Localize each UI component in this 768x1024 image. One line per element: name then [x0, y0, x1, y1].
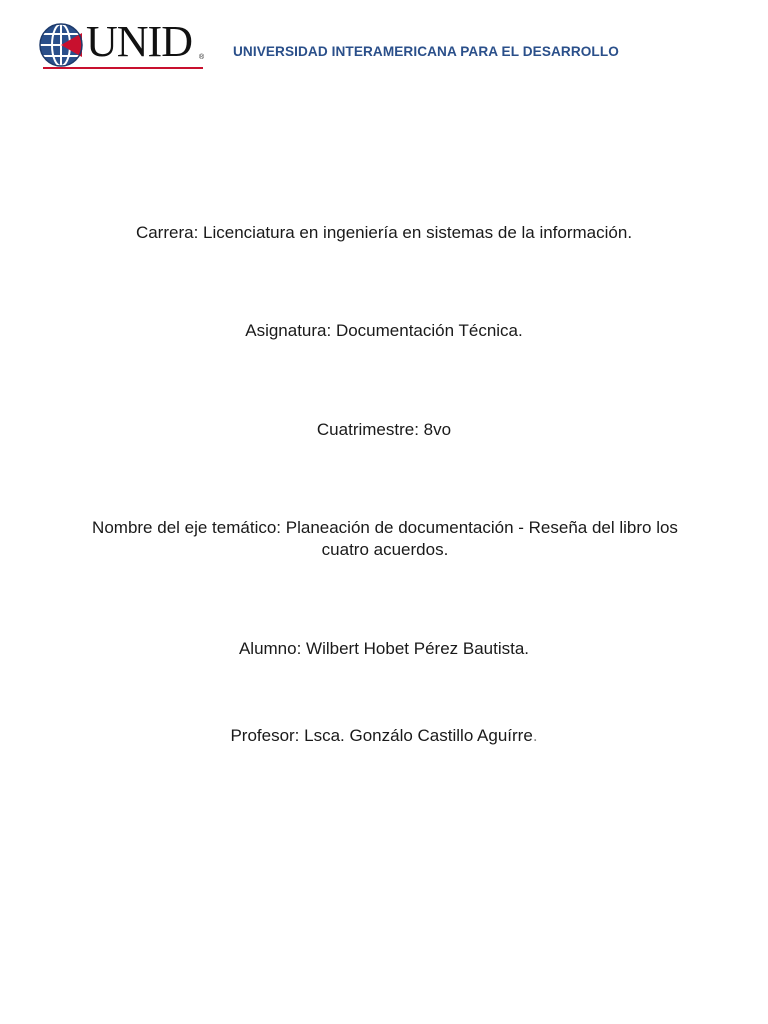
document-header [38, 17, 738, 72]
registered-mark: ® [199, 54, 205, 61]
profesor-text: Profesor: Lsca. Gonzálo Castillo Aguírre [230, 726, 533, 745]
carrera-line: Carrera: Licenciatura en ingeniería en sistemas de la información. [135, 223, 633, 242]
eje-tematico-line: Nombre del eje temático: Planeación de documentación - Reseña del libro los cuatro acuerdos. [92, 518, 678, 559]
unid-logo [38, 17, 208, 70]
university-name: UNIVERSIDAD INTERAMERICANA PARA EL DESARROLLO [233, 44, 619, 59]
alumno-line: Alumno: Wilbert Hobet Pérez Bautista. [238, 639, 530, 658]
asignatura-line: Asignatura: Documentación Técnica. [245, 321, 523, 340]
profesor-trailing-period: . [532, 726, 538, 745]
logo-underline [43, 67, 203, 69]
globe-icon [38, 22, 84, 68]
profesor-line [64, 725, 704, 747]
cuatrimestre-line: Cuatrimestre: 8vo [316, 420, 452, 439]
logo-wordmark: UNID [86, 17, 192, 66]
